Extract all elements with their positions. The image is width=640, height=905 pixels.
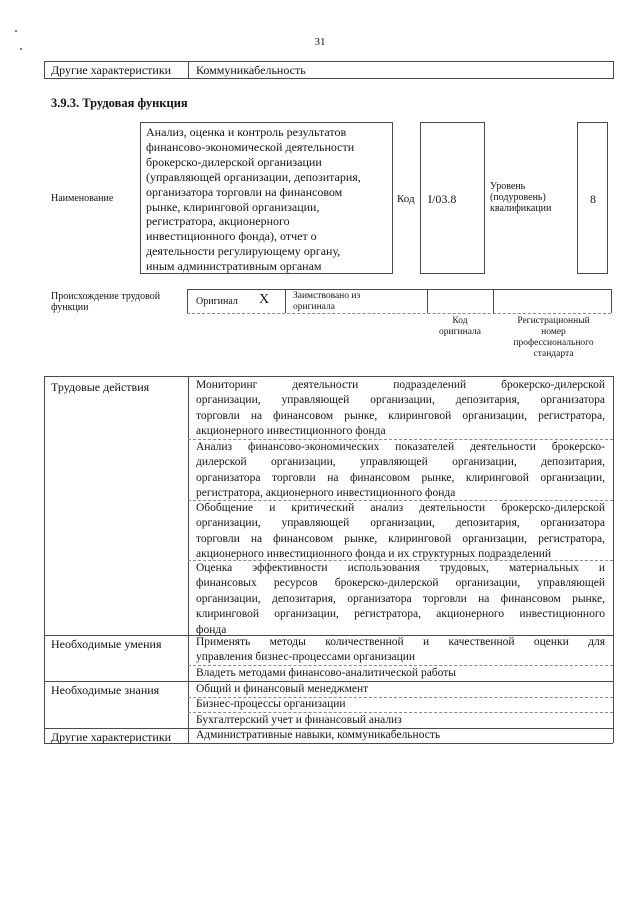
registration-number-caption: Регистрационный номер профессионального стандарта <box>513 316 594 359</box>
top-row-value: Коммуникабельность <box>196 63 306 77</box>
skill-item: Владеть методами финансово-аналитической работы <box>196 667 457 679</box>
function-name: Анализ, оценка и контроль результатов финансово-экономической деятельности брокерско-дилерской организации (управляющей организации, депозитария, организатора торговли на финансовом рынке, клиринговой организации, регистратора, акционерного инвестиционного фонда), отчет о деятельности регулирующему органу, иным административным органам <box>146 125 361 274</box>
action-item: Мониторинг деятельности подразделений брокерско-дилерской организации, управляющей организации, депозитария, организатора торговли на финансовом рынке, клиринговой организации, регистратора, акционерного инвестиционного фонда <box>196 379 605 438</box>
original-mark: X <box>259 292 270 307</box>
top-row-label: Другие характеристики <box>51 63 172 77</box>
other-label: Другие характеристики <box>51 730 172 744</box>
origin-label: Происхождение трудовой функции <box>51 291 161 313</box>
name-label: Наименование <box>51 193 114 204</box>
action-item: Оценка эффективности использования трудовых, материальных и финансовых ресурсов брокерско-дилерской организации, управляющей организации, депозитария, организатора торговли на финансовом рынке, клиринговой организации, регистратора, акционерного инвестиционного фонда <box>196 562 605 636</box>
skill-item: Применять методы количественной и качественной оценки для управления бизнес-процессами организации <box>196 636 605 664</box>
knowledge-item: Общий и финансовый менеджмент <box>196 683 369 695</box>
scan-speck <box>15 30 17 32</box>
level-label: Уровень (подуровень) квалификации <box>490 181 552 214</box>
knowledge-label: Необходимые знания <box>51 683 160 697</box>
other-value: Административные навыки, коммуникабельность <box>196 729 441 741</box>
action-item: Анализ финансово-экономических показателей деятельности брокерско- дилерской организации, управляющей организации, депозитария, организатора торговли на финансовом рынке, клиринговой организации, регистратора, акционерного инвестиционного фонда <box>196 441 605 500</box>
knowledge-item: Бизнес-процессы организации <box>196 698 346 710</box>
scan-speck <box>20 48 22 50</box>
section-heading: 3.9.3. Трудовая функция <box>51 96 188 110</box>
code-of-original-caption: Код оригинала <box>439 316 481 337</box>
page-number: 31 <box>314 36 326 48</box>
knowledge-item: Бухгалтерский учет и финансовый анализ <box>196 714 402 726</box>
actions-label: Трудовые действия <box>51 380 150 394</box>
code-label: Код <box>397 193 415 205</box>
code-value: I/03.8 <box>428 192 457 206</box>
level-value: 8 <box>590 192 596 206</box>
action-item: Обобщение и критический анализ деятельности брокерско-дилерской организации, управляющей организации, депозитария, организатора торговли на финансовом рынке, клиринговой организации, регистратора, акционерного инвестиционного фонда и их структурных подразделений <box>196 502 605 561</box>
original-label: Оригинал <box>196 296 238 307</box>
skills-label: Необходимые умения <box>51 637 162 651</box>
borrowed-label: Заимствовано из оригинала <box>293 291 361 312</box>
